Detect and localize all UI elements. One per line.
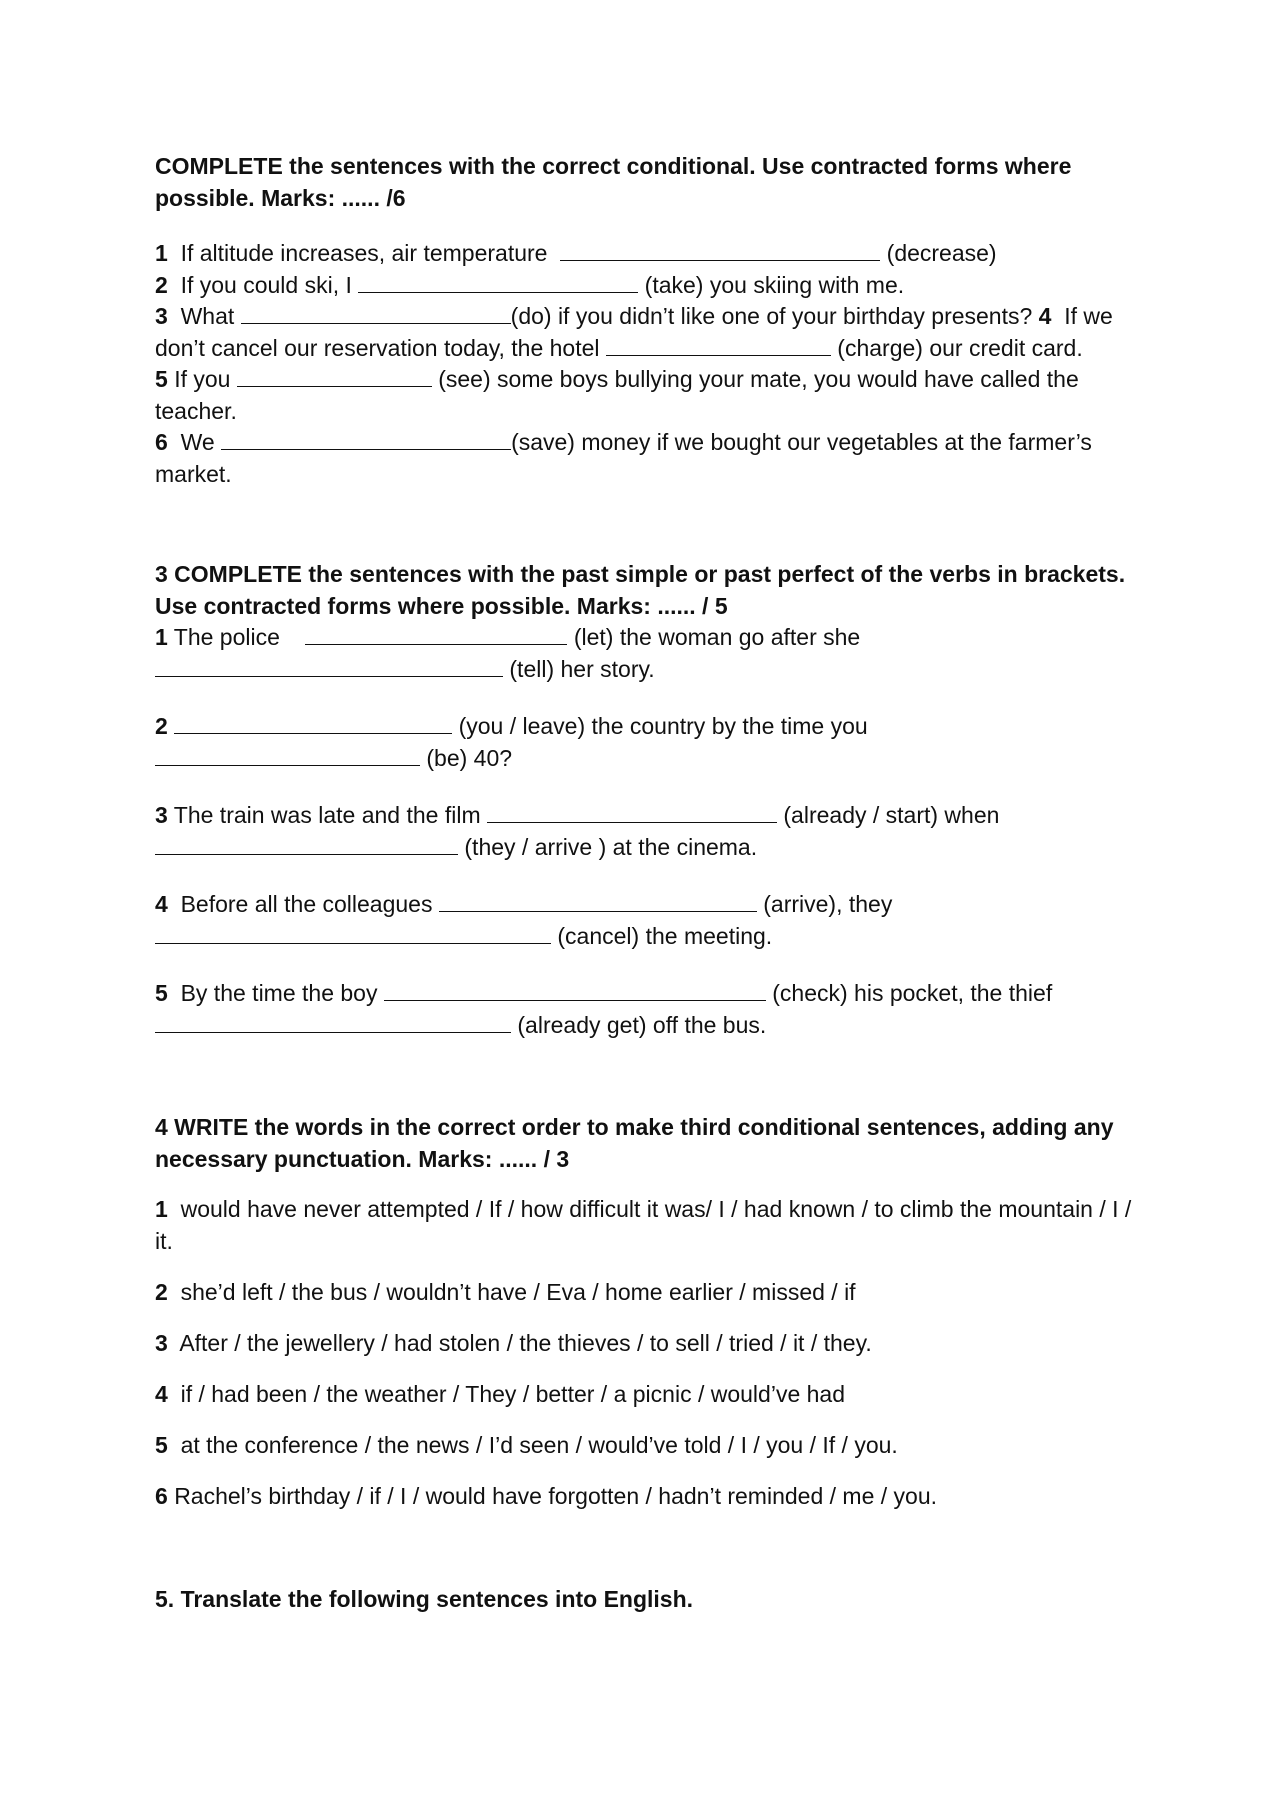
s1-item-1 xyxy=(155,238,1135,270)
item-text: What xyxy=(180,303,235,329)
s3-item-2 xyxy=(155,711,1135,743)
item-number: 3 xyxy=(155,1330,168,1356)
answer-blank[interactable] xyxy=(155,1012,511,1033)
item-number: 3 xyxy=(155,802,168,828)
item-text: (see) some boys bullying your mate, you would have called the xyxy=(438,366,1079,392)
item-text: If we xyxy=(1064,303,1113,329)
s3-item-3 xyxy=(155,800,1135,832)
item-text: (do) if you didn’t like one of your birthday presents? xyxy=(510,303,1033,329)
worksheet-page xyxy=(155,150,1135,1615)
answer-blank[interactable] xyxy=(487,802,777,823)
item-text: After / the jewellery / had stolen / the thieves / to sell / tried / it / they. xyxy=(179,1330,872,1356)
item-number: 5 xyxy=(155,366,168,392)
item-text: (you / leave) the country by the time you xyxy=(458,713,868,739)
item-number: 2 xyxy=(155,271,168,298)
item-text: market. xyxy=(155,460,232,487)
s1-item-5 xyxy=(155,364,1135,396)
item-text: The train was late and the film xyxy=(173,802,481,828)
answer-blank[interactable] xyxy=(384,980,766,1001)
answer-blank[interactable] xyxy=(155,656,503,677)
item-number: 4 xyxy=(1038,303,1052,329)
item-number: 5 xyxy=(155,980,168,1006)
item-text: By the time the boy xyxy=(180,980,378,1006)
answer-blank[interactable] xyxy=(237,366,432,387)
answer-blank[interactable] xyxy=(560,240,880,261)
s3-item-4-cont xyxy=(155,921,1135,953)
item-text: (take) you skiing with me. xyxy=(644,271,905,298)
list-item xyxy=(155,1480,1135,1512)
s1-item-4-cont xyxy=(155,333,1135,365)
s3-item-1-cont xyxy=(155,654,1135,686)
item-text: teacher. xyxy=(155,397,237,424)
s1-item-3-4 xyxy=(155,301,1135,333)
item-text: If altitude increases, air temperature xyxy=(180,240,548,266)
s1-item-5-cont xyxy=(155,396,1135,428)
item-text: (already get) off the bus. xyxy=(517,1011,767,1038)
item-number: 5 xyxy=(155,1432,168,1458)
item-text: If you xyxy=(174,366,231,392)
item-text: Rachel’s birthday / if / I / would have forgotten / hadn’t reminded / me / you. xyxy=(174,1483,938,1509)
s1-item-6 xyxy=(155,427,1135,459)
s1-item-6-cont xyxy=(155,459,1135,491)
s3-item-4 xyxy=(155,889,1135,921)
section3-heading: 3 COMPLETE the sentences with the past simple or past perfect of the verbs in brackets. Use contracted forms where possible. Marks: ...... / 5 xyxy=(155,561,1126,619)
section1-heading: COMPLETE the sentences with the correct conditional. Use contracted forms where possible. Marks: ...... /6 xyxy=(155,153,1072,211)
answer-blank[interactable] xyxy=(174,713,452,734)
item-number: 6 xyxy=(155,1483,168,1509)
section4-list xyxy=(155,1193,1135,1512)
item-text: Before all the colleagues xyxy=(180,891,433,917)
answer-blank[interactable] xyxy=(155,923,551,944)
section5-heading: 5. Translate the following sentences into English. xyxy=(155,1586,694,1612)
item-text: If you could ski, I xyxy=(180,271,352,298)
s3-item-3-cont xyxy=(155,832,1135,864)
section4-heading: 4 WRITE the words in the correct order to make third conditional sentences, adding any necessary punctuation. Marks: ...... / 3 xyxy=(155,1114,1114,1172)
item-text: would have never attempted / If / how difficult it was/ I / had known / to climb the mountain / I / it. xyxy=(155,1196,1132,1254)
answer-blank[interactable] xyxy=(358,272,638,293)
item-number: 1 xyxy=(155,1196,168,1222)
item-text: (cancel) the meeting. xyxy=(557,922,773,949)
item-number: 4 xyxy=(155,891,168,917)
list-item xyxy=(155,1193,1135,1257)
item-text: (be) 40? xyxy=(426,744,513,771)
item-number: 1 xyxy=(155,624,168,650)
item-number: 1 xyxy=(155,240,168,266)
item-text: (they / arrive ) at the cinema. xyxy=(464,833,758,860)
answer-blank[interactable] xyxy=(155,745,420,766)
list-item xyxy=(155,1429,1135,1461)
item-number: 4 xyxy=(155,1381,168,1407)
answer-blank[interactable] xyxy=(241,303,511,324)
item-text: at the conference / the news / I’d seen / would’ve told / I / you / If / you. xyxy=(180,1432,898,1458)
item-text: don’t cancel our reservation today, the hotel xyxy=(155,334,600,361)
s3-item-2-cont xyxy=(155,743,1135,775)
answer-blank[interactable] xyxy=(155,834,458,855)
answer-blank[interactable] xyxy=(305,624,567,645)
item-text: (check) his pocket, the thief xyxy=(772,980,1053,1006)
item-text: The police xyxy=(173,624,280,650)
item-number: 6 xyxy=(155,429,168,455)
item-text: she’d left / the bus / wouldn’t have / Eva / home earlier / missed / if xyxy=(180,1279,856,1305)
item-text: (decrease) xyxy=(886,240,997,266)
list-item xyxy=(155,1327,1135,1359)
item-text: (let) the woman go after she xyxy=(573,624,861,650)
item-number: 3 xyxy=(155,303,168,329)
s3-item-1 xyxy=(155,622,1135,654)
answer-blank[interactable] xyxy=(606,335,831,356)
answer-blank[interactable] xyxy=(221,429,511,450)
s3-item-5 xyxy=(155,978,1135,1010)
item-text: if / had been / the weather / They / better / a picnic / would’ve had xyxy=(180,1381,845,1407)
item-text: (arrive), they xyxy=(763,891,893,917)
s3-item-5-cont xyxy=(155,1010,1135,1042)
item-text: We xyxy=(180,429,215,455)
s1-item-2 xyxy=(155,270,1135,302)
item-text: (already / start) when xyxy=(783,802,1000,828)
list-item xyxy=(155,1378,1135,1410)
answer-blank[interactable] xyxy=(439,891,757,912)
item-text: (save) money if we bought our vegetables at the farmer’s xyxy=(511,429,1092,455)
item-text: (charge) our credit card. xyxy=(837,334,1083,361)
list-item xyxy=(155,1276,1135,1308)
item-number: 2 xyxy=(155,713,168,739)
item-text: (tell) her story. xyxy=(509,655,655,682)
item-number: 2 xyxy=(155,1279,168,1305)
